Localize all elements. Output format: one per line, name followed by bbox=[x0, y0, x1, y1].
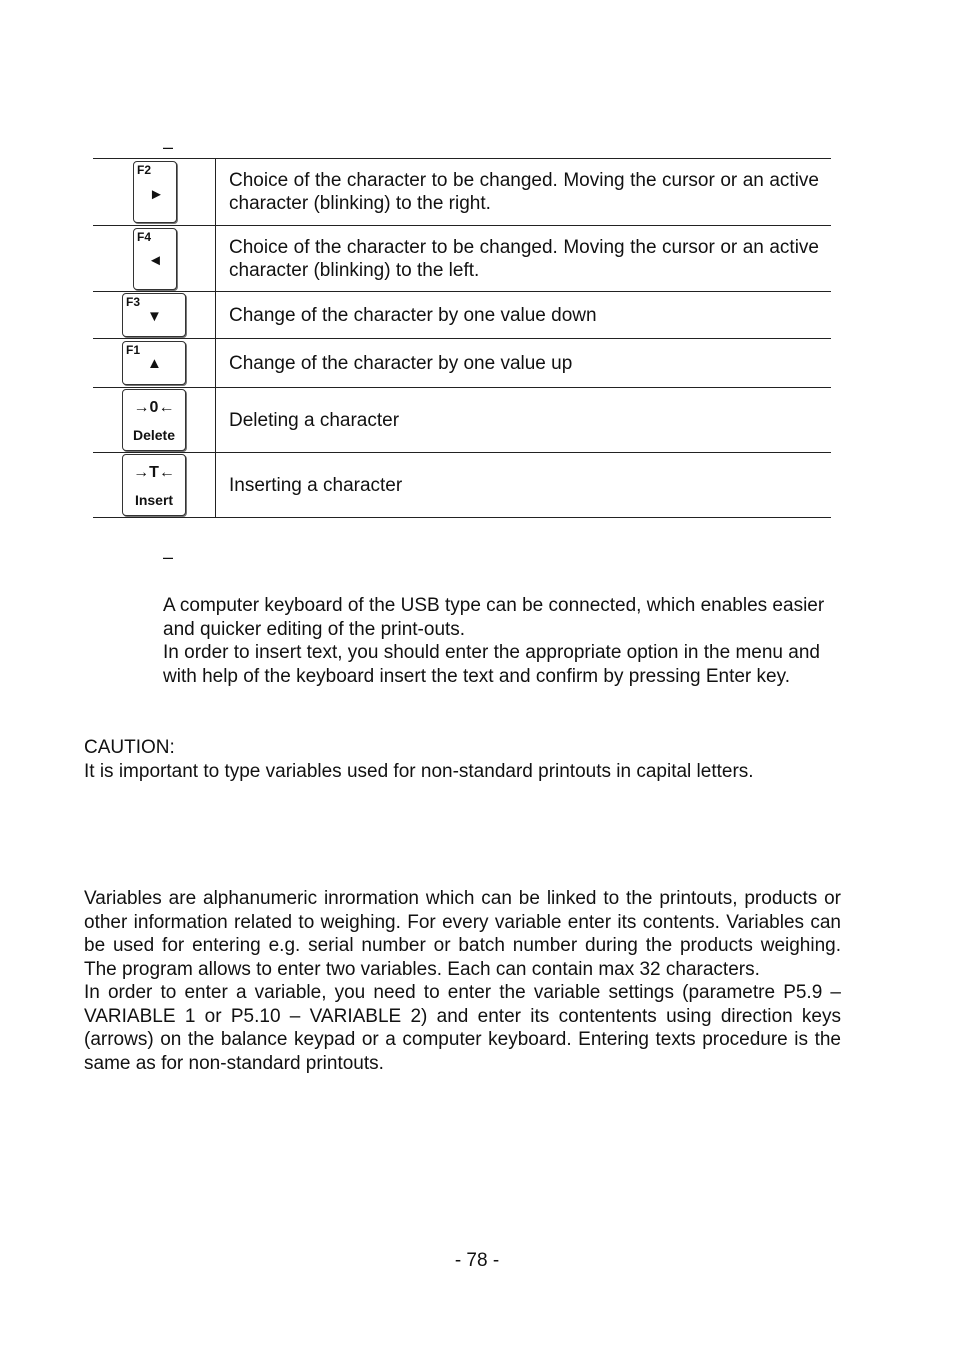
caution-title: CAUTION: bbox=[84, 737, 175, 758]
usb-keyboard-paragraph bbox=[163, 594, 839, 688]
key-description: Choice of the character to be changed. Moving the cursor or an active character (blinking) to the right. bbox=[229, 170, 819, 214]
key-cell bbox=[93, 339, 216, 388]
insert-text-instructions: In order to insert text, you should enter the appropriate option in the menu and with help of the keyboard insert the text and confirm by pressing Enter key. bbox=[163, 642, 820, 687]
key-cell bbox=[93, 453, 216, 518]
variables-section bbox=[84, 887, 841, 1075]
table-row bbox=[93, 292, 831, 339]
key-description: Deleting a character bbox=[229, 409, 400, 431]
key-cell bbox=[93, 388, 216, 453]
f2-right-key bbox=[133, 161, 177, 223]
table-row bbox=[93, 226, 831, 292]
insert-key bbox=[122, 454, 186, 516]
page-number: - 78 - bbox=[454, 1250, 500, 1271]
caution-text: It is important to type variables used for non-standard printouts in capital letters. bbox=[84, 760, 754, 782]
f4-left-key bbox=[133, 228, 177, 290]
key-label: F1 bbox=[126, 343, 141, 357]
middle-dash: – bbox=[163, 547, 174, 567]
variables-description: Variables are alphanumeric inrormation which can be linked to the printouts, products or other information related to weighing. For every variable enter its contents. Variables can be used for entering e.g. serial number or batch number during the products weighing. The program allows to enter two variables. Each can contain max 32 characters. bbox=[84, 888, 841, 980]
key-label: F3 bbox=[126, 295, 141, 309]
f3-down-key bbox=[122, 293, 186, 337]
f1-up-key bbox=[122, 341, 186, 385]
table-row bbox=[93, 388, 831, 453]
top-dash: – bbox=[163, 137, 174, 157]
delete-key bbox=[122, 389, 186, 451]
key-description: Choice of the character to be changed. Moving the cursor or an active character (blinking) to the left. bbox=[229, 236, 819, 281]
tare-key-icon: →T← bbox=[133, 464, 175, 481]
left-triangle-icon: ◄ bbox=[148, 251, 163, 269]
key-description: Change of the character by one value up bbox=[229, 352, 573, 374]
up-triangle-icon: ▲ bbox=[147, 355, 162, 372]
key-cell bbox=[93, 292, 216, 339]
table-row bbox=[93, 339, 831, 388]
key-label: Delete bbox=[132, 427, 176, 443]
key-label: F2 bbox=[137, 163, 152, 177]
usb-keyboard-text: A computer keyboard of the USB type can be connected, which enables easier and quicker editing of the print-outs. bbox=[163, 595, 825, 640]
key-label: F4 bbox=[137, 229, 152, 244]
table-row bbox=[93, 453, 831, 518]
key-function-table bbox=[93, 158, 831, 518]
table-row bbox=[93, 159, 831, 226]
caution-block bbox=[84, 736, 844, 783]
key-cell bbox=[93, 159, 216, 226]
down-triangle-icon: ▼ bbox=[147, 308, 162, 325]
zero-key-icon: →0← bbox=[133, 399, 175, 416]
variables-instructions: In order to enter a variable, you need to enter the variable settings (parametre P5.9 – VARIABLE 1 or P5.10 – VARIABLE 2) and enter its contentents using direction keys (arrows) on the balance keypad or a computer keyboard. Entering texts procedure is the same as for non-standard printouts. bbox=[84, 982, 841, 1074]
key-description: Inserting a character bbox=[229, 474, 403, 496]
right-triangle-icon: ► bbox=[149, 186, 164, 203]
key-description: Change of the character by one value down bbox=[229, 304, 597, 326]
key-cell bbox=[93, 226, 216, 292]
key-label: Insert bbox=[134, 492, 174, 508]
